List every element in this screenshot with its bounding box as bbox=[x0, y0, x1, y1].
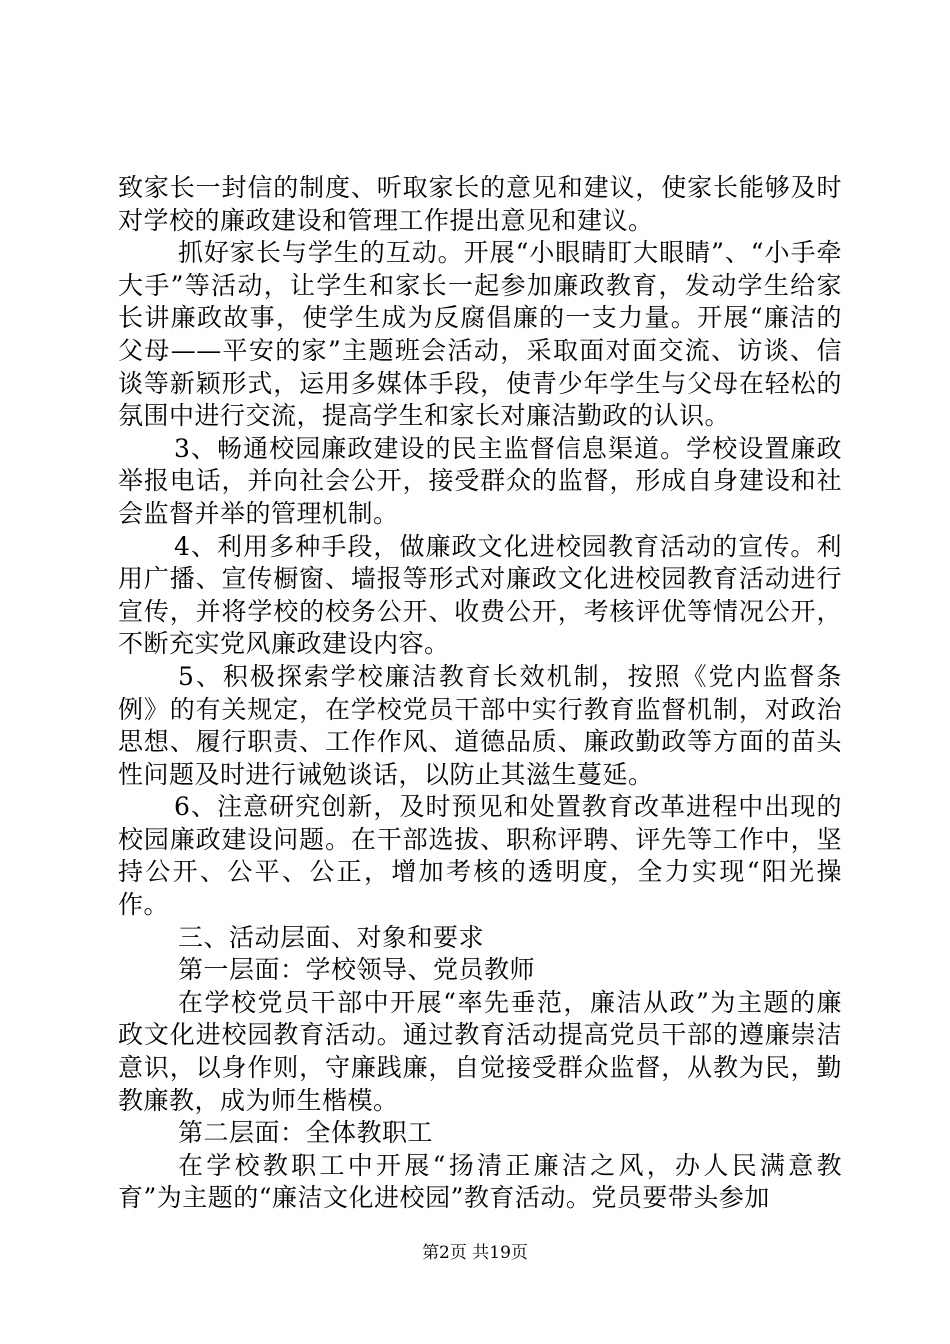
subheading-level-two: 第二层面：全体教职工 bbox=[178, 1118, 434, 1148]
subheading-level-one: 第一层面：学校领导、党员教师 bbox=[178, 955, 536, 985]
paragraph-parent-student-interaction: 抓好家长与学生的互动。开展“小眼睛盯大眼睛”、“小手牵大手”等活动，让学生和家长一起参加廉政教育，发动学生给家长讲廉政故事，使学生成为反腐倡廉的一支力量。开展“廉洁的父母——平安的家”主题班会活动，采取面对面交流、访谈、信谈等新颖形式，运用多媒体手段，使青少年学生与父母在轻松的氛围中进行交流，提高学生和家长对廉洁勤政的认识。 bbox=[118, 238, 842, 431]
paragraph-continuation: 致家长一封信的制度、听取家长的意见和建议，使家长能够及时对学校的廉政建设和管理工作提出意见和建议。 bbox=[118, 173, 842, 235]
paragraph-level-two: 在学校教职工中开展“扬清正廉洁之风，办人民满意教育”为主题的“廉洁文化进校园”教育活动。党员要带头参加 bbox=[118, 1150, 842, 1213]
paragraph-item-6: 6、注意研究创新，及时预见和处置教育改革进程中出现的校园廉政建设问题。在干部选拔、职称评聘、评先等工作中，坚持公开、公平、公正，增加考核的透明度，全力实现“阳光操作。 bbox=[118, 792, 842, 920]
page-footer: 第2页 共19页 bbox=[422, 1243, 528, 1263]
paragraph-item-4: 4、利用多种手段，做廉政文化进校园教育活动的宣传。利用广播、宣传橱窗、墙报等形式对廉政文化进校园教育活动进行宣传，并将学校的校务公开、收费公开，考核评优等情况公开，不断充实党风廉政建设内容。 bbox=[118, 531, 842, 659]
section-heading-activity-levels: 三、活动层面、对象和要求 bbox=[178, 922, 485, 952]
document-body bbox=[118, 172, 842, 1215]
paragraph-item-5: 5、积极探索学校廉洁教育长效机制，按照《党内监督条例》的有关规定，在学校党员干部中实行教育监督机制，对政治思想、履行职责、工作作风、道德品质、廉政勤政等方面的苗头性问题及时进行诫勉谈话，以防止其滋生蔓延。 bbox=[118, 661, 842, 789]
paragraph-item-3: 3、畅通校园廉政建设的民主监督信息渠道。学校设置廉政举报电话，并向社会公开，接受群众的监督，形成自身建设和社会监督并举的管理机制。 bbox=[118, 433, 842, 528]
paragraph-level-one: 在学校党员干部中开展“率先垂范，廉洁从政”为主题的廉政文化进校园教育活动。通过教育活动提高党员干部的遵廉崇洁意识，以身作则，守廉践廉，自觉接受群众监督，从教为民，勤教廉教，成为师生楷模。 bbox=[118, 987, 842, 1115]
